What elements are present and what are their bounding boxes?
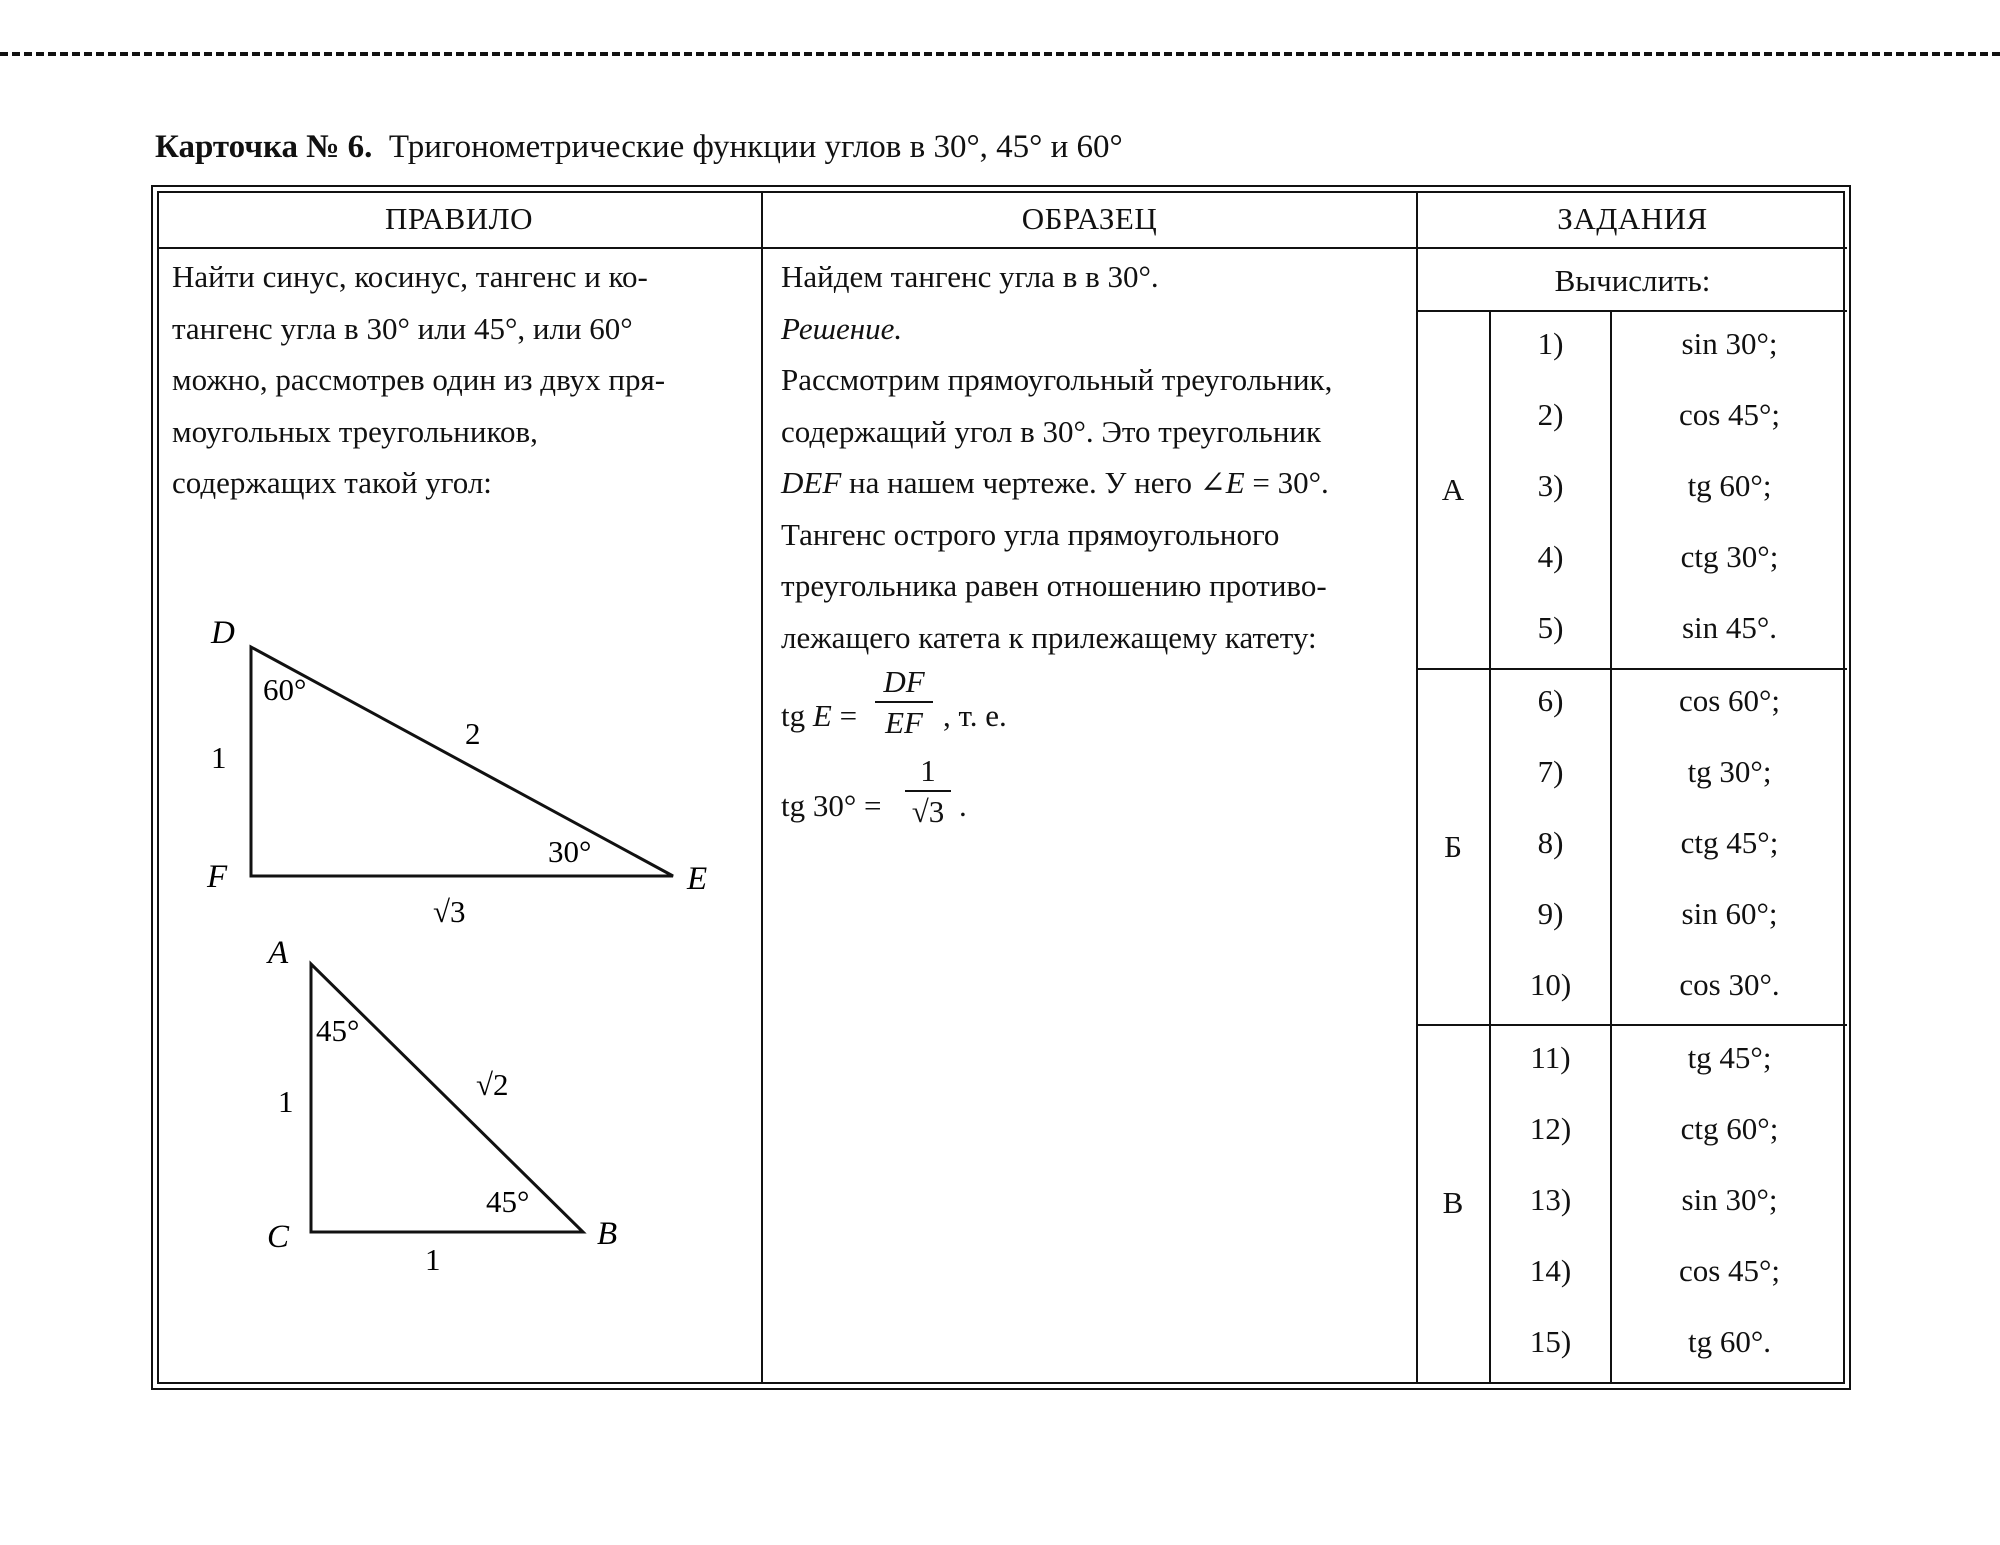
formula-eq: = <box>831 698 858 733</box>
task-number: 14) <box>1529 1253 1572 1288</box>
task-expression: sin 30°; <box>1681 326 1778 361</box>
group-divider-1 <box>1416 668 1847 670</box>
group-letter-b: Б <box>1444 829 1462 864</box>
header-tasks: ЗАДАНИЯ <box>1557 201 1708 236</box>
fraction-denominator: √3 <box>905 790 951 832</box>
formula-tg-e <box>781 690 857 741</box>
triangle-acb <box>311 964 583 1232</box>
rule-line: можно, рассмотрев один из двух пря- <box>172 362 666 397</box>
task-number: 7) <box>1537 754 1564 789</box>
vertex-e-label: E <box>687 861 708 897</box>
triangle-def <box>251 647 673 876</box>
angle-e-label: 30° <box>548 834 592 869</box>
task-number: 3) <box>1537 468 1564 503</box>
task-number: 2) <box>1537 397 1564 432</box>
task-number: 5) <box>1537 610 1564 645</box>
fraction-numerator: DF <box>883 664 925 699</box>
task-expression: tg 30°; <box>1687 754 1772 789</box>
fraction-1-sqrt3 <box>905 752 951 832</box>
angle-d-label: 60° <box>263 672 307 707</box>
cut-line <box>0 52 2000 56</box>
card-topic: Тригонометрические функции углов в 30°, 45° и 60° <box>388 129 1123 165</box>
side-df-label: 1 <box>211 740 227 775</box>
task-expression: ctg 60°; <box>1680 1111 1779 1146</box>
side-de-label: 2 <box>465 716 481 751</box>
card-table <box>151 185 1851 1390</box>
task-expression: ctg 30°; <box>1680 539 1779 574</box>
task-number: 11) <box>1530 1040 1571 1075</box>
task-expression: ctg 45°; <box>1680 825 1779 860</box>
header-rule: ПРАВИЛО <box>384 201 534 236</box>
group-divider-2 <box>1416 1024 1847 1026</box>
card-title <box>155 127 1123 167</box>
rule-line: Найти синус, косинус, тангенс и ко- <box>172 259 648 294</box>
formula-var: E <box>812 698 832 733</box>
side-ac-label: 1 <box>278 1084 294 1119</box>
vertex-c-label: C <box>267 1219 290 1255</box>
task-expression: sin 45°. <box>1681 610 1778 645</box>
example-line <box>781 457 1332 509</box>
task-number: 8) <box>1537 825 1564 860</box>
formula-prefix: tg <box>781 698 813 733</box>
task-number: 10) <box>1529 967 1572 1002</box>
example-line: треугольника равен отношению противо- <box>781 568 1327 603</box>
formula-tg-30: tg 30° = <box>781 788 882 823</box>
angle-a-label: 45° <box>316 1013 360 1048</box>
task-expression: cos 45°; <box>1678 397 1781 432</box>
triangle-def-figure <box>153 187 761 1377</box>
fraction-df-ef <box>875 663 933 743</box>
example-line: Рассмотрим прямоугольный треугольник, <box>781 362 1333 397</box>
example-line: лежащего катета к прилежащему катету: <box>781 619 1317 655</box>
example-line: содержащий угол в 30°. Это треугольник <box>781 413 1322 449</box>
group-letter-a: А <box>1441 472 1465 507</box>
side-cb-label: 1 <box>425 1242 441 1277</box>
task-expression: tg 45°; <box>1687 1040 1772 1075</box>
rule-line: моугольных треугольников, <box>172 413 538 449</box>
example-line: Найдем тангенс угла в в 30°. <box>781 259 1159 294</box>
fraction-denominator: EF <box>875 701 933 743</box>
task-number: 15) <box>1529 1324 1572 1359</box>
solution-label: Решение. <box>781 310 903 346</box>
task-number: 1) <box>1537 326 1564 361</box>
instruction-divider <box>1416 310 1847 312</box>
task-expression: tg 60°. <box>1687 1324 1771 1359</box>
group-letter-v: В <box>1442 1185 1464 1220</box>
divider-rule-example <box>761 191 763 1384</box>
task-expression: cos 45°; <box>1678 1253 1781 1288</box>
vertex-d-label: D <box>211 615 235 651</box>
rule-line: тангенс угла в 30° или 45°, или 60° <box>172 310 633 346</box>
task-expression: sin 30°; <box>1681 1182 1778 1217</box>
triangle-name: DEF <box>781 465 842 500</box>
card-number: Карточка № 6. <box>155 129 373 165</box>
rule-line: содержащих такой угол: <box>172 465 492 500</box>
tasks-instruction: Вычислить: <box>1554 263 1711 298</box>
side-fe-label: √3 <box>433 894 466 929</box>
vertex-f-label: F <box>207 859 228 895</box>
example-text <box>781 251 1332 663</box>
task-number: 13) <box>1529 1182 1572 1217</box>
angle-var: E <box>1225 465 1245 500</box>
fraction-numerator: 1 <box>920 753 936 788</box>
task-number: 4) <box>1537 539 1564 574</box>
formula-period: . <box>959 788 967 823</box>
task-number: 9) <box>1537 896 1564 931</box>
side-ab-label: √2 <box>476 1067 509 1102</box>
task-expression: sin 60°; <box>1681 896 1778 931</box>
vertex-b-label: B <box>597 1216 618 1252</box>
vertex-a-label: A <box>268 935 289 971</box>
task-number: 6) <box>1537 683 1564 718</box>
header-example: ОБРАЗЕЦ <box>1021 201 1158 236</box>
task-expression: cos 60°; <box>1678 683 1781 718</box>
angle-b-label: 45° <box>486 1184 530 1219</box>
task-number: 12) <box>1529 1111 1572 1146</box>
example-line-text: на нашем чертеже. У него ∠ <box>841 465 1226 500</box>
task-expression: tg 60°; <box>1687 468 1772 503</box>
example-line-end: = 30°. <box>1244 465 1329 500</box>
example-line: Тангенс острого угла прямоугольного <box>781 516 1280 552</box>
task-expression: cos 30°. <box>1679 967 1780 1002</box>
formula-suffix: , т. е. <box>943 698 1007 733</box>
